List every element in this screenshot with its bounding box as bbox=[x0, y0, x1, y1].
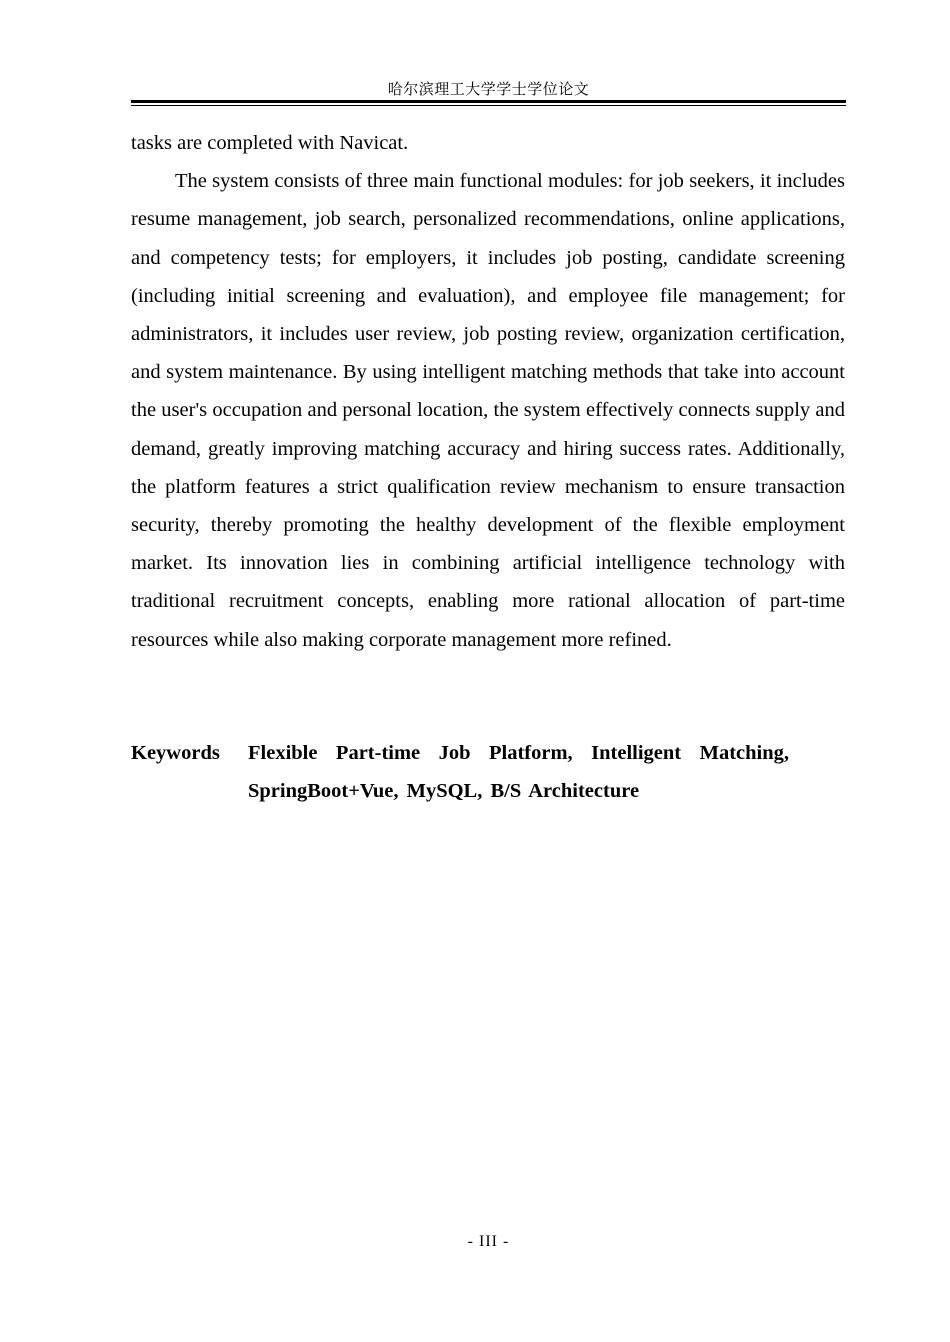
continued-paragraph: tasks are completed with Navicat. bbox=[131, 132, 409, 154]
running-header-title: 哈尔滨理工大学学士学位论文 bbox=[387, 80, 590, 98]
header-rule-thin bbox=[131, 105, 846, 106]
header-rule-thick bbox=[131, 100, 846, 103]
abstract-paragraph: The system consists of three main functional modules: for job seekers, it includes resume management, job search, personalized recommendations, online applications, and competency tests; for employers, it includes job posting, candidate screening (including initial screening and evaluation), and employee file management; for administrators, it includes user review, job posting review, organization certification, and system maintenance. By using intelligent matching methods that take into account the user's occupation and personal location, the system effectively connects supply and demand, greatly improving matching accuracy and hiring success rates. Additionally, the platform features a strict qualification review mechanism to ensure transaction security, thereby promoting the healthy development of the flexible employment market. Its innovation lies in combining artificial intelligence technology with traditional recruitment concepts, enabling more rational allocation of part-time resources while also making corporate management more refined. bbox=[131, 170, 845, 651]
keywords-list: Flexible Part-time Job Platform, Intelligent Matching, SpringBoot+Vue, MySQL, B/S Architecture bbox=[248, 742, 789, 803]
keywords-label: Keywords bbox=[131, 742, 220, 764]
abstract-body bbox=[131, 124, 845, 659]
page-number: - III - bbox=[467, 1233, 510, 1250]
